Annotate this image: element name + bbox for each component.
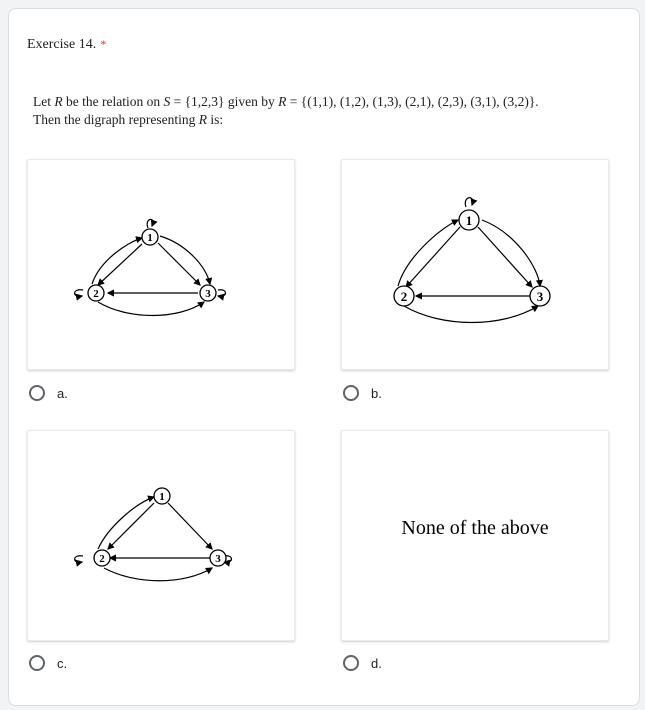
node-2-label: 2 <box>400 289 408 304</box>
option-d-radio[interactable] <box>343 655 359 671</box>
node-3-label: 3 <box>215 553 221 565</box>
option-d-label: d. <box>371 655 382 671</box>
digraph-b <box>342 160 609 370</box>
edge-2-1 <box>398 220 458 286</box>
node-2-label: 2 <box>99 553 105 565</box>
question-var-r: R <box>54 94 63 109</box>
required-marker: * <box>100 37 107 51</box>
option-a-radio-row[interactable] <box>29 385 68 401</box>
edge-2-1 <box>98 497 154 549</box>
option-d-image <box>341 430 609 641</box>
node-3-label: 3 <box>205 288 211 300</box>
node-1-label: 1 <box>465 213 473 228</box>
question-text-part: = {1,2,3} given by <box>170 94 279 109</box>
edge-2-3 <box>98 302 204 316</box>
edge-3-1 <box>160 236 210 284</box>
edge-2-3 <box>104 568 212 581</box>
edge-2-1 <box>92 238 142 284</box>
loop-2 <box>75 556 83 563</box>
question-text-part: Then the digraph representing <box>33 112 199 127</box>
option-a-image <box>27 159 295 370</box>
question-text-part: = {(1,1), (1,2), (1,3), (2,1), (2,3), (3,1), (3,2)}. <box>286 94 539 109</box>
option-b-image <box>341 159 609 370</box>
question-var-r: R <box>198 112 207 127</box>
node-1-label: 1 <box>147 232 153 244</box>
edge-3-1 <box>482 220 540 286</box>
question-text <box>33 93 623 129</box>
loop-3 <box>218 290 226 297</box>
option-b-label: b. <box>371 385 382 401</box>
question-title-text: Exercise 14. <box>27 37 97 52</box>
loop-1 <box>147 219 153 228</box>
option-d-radio-row[interactable] <box>343 655 382 671</box>
node-3-label: 3 <box>536 289 544 304</box>
option-a-label: a. <box>57 385 68 401</box>
option-c-radio-row[interactable] <box>29 655 67 671</box>
edge-1-3 <box>158 243 200 285</box>
option-c-image <box>27 430 295 641</box>
option-c-label: c. <box>57 655 68 671</box>
option-b-radio-row[interactable] <box>343 385 382 401</box>
option-a-radio[interactable] <box>29 385 45 401</box>
edge-1-3 <box>168 503 212 549</box>
question-title <box>27 37 106 53</box>
node-1-label: 1 <box>159 491 165 503</box>
question-card <box>8 8 640 706</box>
option-c-radio[interactable] <box>29 655 45 671</box>
none-of-the-above-text: None of the above <box>401 517 549 539</box>
option-b-radio[interactable] <box>343 385 359 401</box>
edge-2-3 <box>404 306 538 323</box>
loop-2 <box>75 290 83 297</box>
question-var-s: S <box>163 94 171 109</box>
loop-1 <box>465 198 472 207</box>
edge-1-3 <box>478 227 532 287</box>
question-var-r: R <box>278 94 287 109</box>
digraph-c <box>28 431 295 641</box>
node-2-label: 2 <box>93 288 99 300</box>
question-text-part: is: <box>206 112 224 127</box>
digraph-a <box>28 160 295 370</box>
question-text-part: be the relation on <box>62 94 164 109</box>
question-text-part: Let <box>33 94 55 109</box>
